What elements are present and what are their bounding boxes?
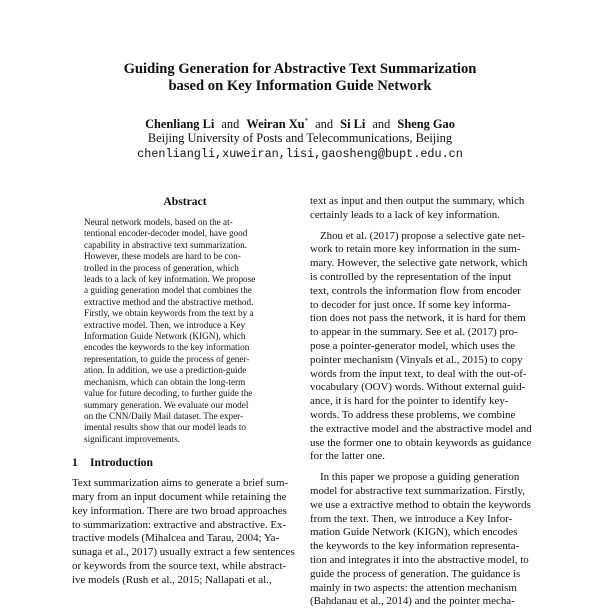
email-address: chenliangli,xuweiran,lisi,gaosheng@bupt.edu.cn xyxy=(137,147,463,161)
abstract-line: representation, to guide the process of gener- xyxy=(84,353,250,364)
abstract-line: a guiding generation model that combines the xyxy=(84,285,252,296)
section-title: Introduction xyxy=(90,456,153,470)
section-number: 1 xyxy=(72,456,78,470)
paragraph-3-line: tion and integrates it into the abstractive model, to xyxy=(310,553,529,566)
introduction-line: Text summarization aims to generate a brief sum- xyxy=(72,477,289,490)
title-line-1: Guiding Generation for Abstractive Text Summarization xyxy=(123,61,477,77)
abstract-line: on the CNN/Daily Mail dataset. The exper- xyxy=(84,410,244,421)
abstract-body xyxy=(84,217,286,445)
author-name: Sheng Gao xyxy=(397,117,455,132)
abstract-line: tentional encoder-decoder model, have good xyxy=(84,228,248,239)
introduction-left-text xyxy=(72,477,298,587)
paragraph-3-line: (Bahdanau et al., 2014) and the pointer mecha- xyxy=(310,595,515,608)
intro-paragraph-1 xyxy=(310,195,536,223)
paragraph-2-line: for the latter one. xyxy=(310,450,385,463)
introduction-heading xyxy=(72,456,298,470)
introduction-line: to summarization: extractive and abstractive. Ex- xyxy=(72,518,287,531)
abstract-line: mechanism, which can obtain the long-term xyxy=(84,376,246,387)
paragraph-3-line: we use a extractive method to obtain the keywords xyxy=(310,498,531,511)
paragraph-2-line: tion does not pass the network, it is hard for them xyxy=(310,312,526,325)
paragraph-2-line: use the former one to obtain keywords as guidance xyxy=(310,436,532,449)
paragraph-2-line: mary. However, the selective gate network, which xyxy=(310,257,528,270)
abstract-line: extractive method and the abstractive method. xyxy=(84,296,254,307)
paragraph-3-line: from the text. Then, we introduce a Key Infor- xyxy=(310,512,513,525)
abstract-line: Neural network models, based on the at- xyxy=(84,217,233,227)
author-separator: and xyxy=(315,117,334,132)
paragraph-3-line: In this paper we propose a guiding generation xyxy=(320,471,520,484)
abstract-line: encodes the keywords to the key information xyxy=(84,342,250,353)
abstract-line: value for future decoding, to further guide the xyxy=(84,388,253,399)
abstract-line: significant improvements. xyxy=(84,433,180,444)
abstract-line: Firstly, we obtain keywords from the text by a xyxy=(84,308,254,319)
abstract-line: summary generation. We evaluate our model xyxy=(84,399,249,410)
abstract-line: trolled in the process of generation, which xyxy=(84,262,239,273)
paragraph-2-line: text, controls the information flow from encoder xyxy=(310,284,521,297)
abstract-line: imental results show that our model leads to xyxy=(84,422,247,433)
paragraph-3-line: mainly in two aspects: the attention mechanism xyxy=(310,581,517,594)
paragraph-3-line: model for abstractive text summarization. Firstly, xyxy=(310,484,525,497)
abstract-line: capability in abstractive text summarization. xyxy=(84,239,248,250)
abstract-line: leads to a lack of key information. We propose xyxy=(84,274,256,285)
paragraph-2-line: vocabulary (OOV) words. Without external guid- xyxy=(310,381,526,394)
intro-paragraph-3 xyxy=(310,471,536,609)
paragraph-2-line: words. To address these problems, we combine xyxy=(310,408,516,421)
paragraph-1-line: text as input and then output the summary, which xyxy=(310,195,525,207)
introduction-line: mary from an input document while retaining the xyxy=(72,490,287,503)
intro-paragraph-2 xyxy=(310,230,536,465)
paragraph-2-line: is controlled by the representation of the input xyxy=(310,270,512,283)
author-separator: and xyxy=(221,117,240,132)
title-line-2: based on Key Information Guide Network xyxy=(168,78,432,94)
author-name: Chenliang Li xyxy=(145,117,215,132)
introduction-line: key information. There are two broad approaches xyxy=(72,504,287,517)
paragraph-2-line: the extractive model and the abstractive model and xyxy=(310,422,532,435)
paragraph-2-line: work to retain more key information in the sum- xyxy=(310,243,521,256)
author-name: Weiran Xu xyxy=(246,117,305,132)
left-column xyxy=(72,195,298,588)
paragraph-2-line: words from the input text, to deal with the out-of- xyxy=(310,367,527,380)
abstract-line: extractive model. Then, we introduce a Key xyxy=(84,319,246,330)
paragraph-3-line: mation Guide Network (KIGN), which encodes xyxy=(310,526,518,539)
abstract-heading: Abstract xyxy=(163,195,207,208)
paragraph-1-line: certainly leads to a lack of key information. xyxy=(310,208,500,221)
author-name: Si Li xyxy=(340,117,366,132)
paragraph-2-line: pose a pointer-generator model, which uses the xyxy=(310,339,516,352)
paragraph-3-line: guide the process of generation. The guidance is xyxy=(310,567,521,580)
author-separator: and xyxy=(372,117,391,132)
right-column xyxy=(310,195,536,609)
paragraph-2-line: ance, it is hard for the pointer to identify key- xyxy=(310,395,509,408)
abstract-line: ation. In addition, we use a prediction-guide xyxy=(84,365,247,376)
paragraph-2-line: Zhou et al. (2017) propose a selective gate net- xyxy=(320,229,525,242)
paper-title xyxy=(0,61,600,95)
paragraph-2-line: to appear in the summary. See et al. (2017) pro- xyxy=(310,326,518,339)
abstract-line: However, these models are hard to be con- xyxy=(84,251,241,262)
introduction-line: ive models (Rush et al., 2015; Nallapati et al., xyxy=(72,573,272,586)
introduction-line: or keywords from the source text, while abstract- xyxy=(72,559,287,572)
paragraph-2-line: pointer mechanism (Vinyals et al., 2015) to copy xyxy=(310,353,523,366)
paragraph-2-line: to decoder for just once. If some key informa- xyxy=(310,298,511,311)
author-mark: * xyxy=(304,117,309,125)
paragraph-3-line: the keywords to the key information representa- xyxy=(310,540,520,553)
abstract-line: Information Guide Network (KIGN), which xyxy=(84,331,246,342)
introduction-line: sunaga et al., 2017) usually extract a few sentences xyxy=(72,546,295,559)
introduction-line: tractive models (Mihalcea and Tarau, 2004; Ya- xyxy=(72,532,280,545)
affiliation: Beijing University of Posts and Telecommunications, Beijing xyxy=(147,131,453,145)
